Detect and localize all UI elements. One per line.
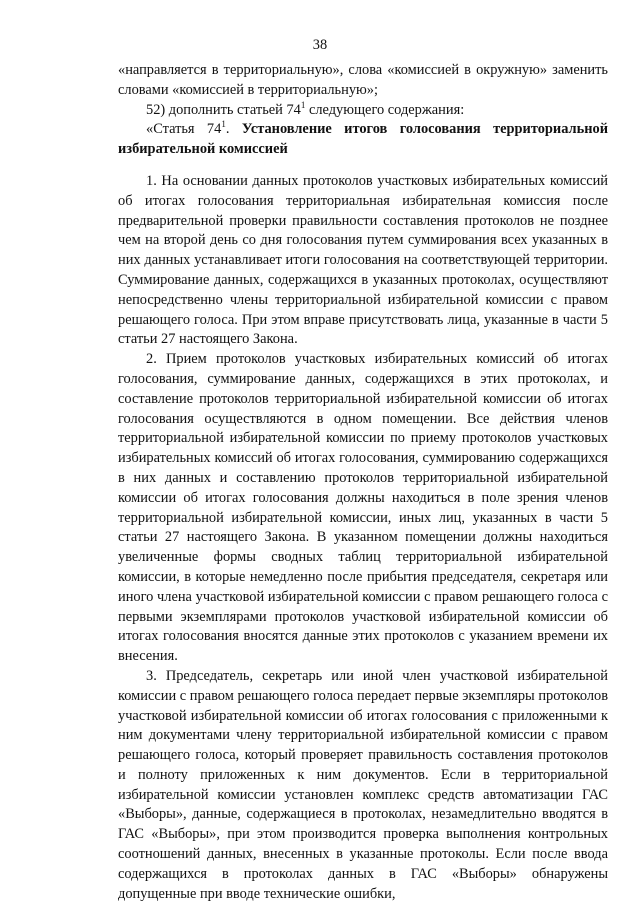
article-heading [118,120,608,160]
paragraph-1: 1. На основании данных протоколов участковых избирательных комиссий об итогах голосования территориальная избирательная комиссия после предварительной проверки правильности составления протоколов не позднее чем на второй день со дня голосования путем суммирования всех указанных в них данных устанавливает итоги голосования на соответствующей территории. Суммирование данных, содержащихся в указанных протоколах, осуществляют непосредственно члены территориальной избирательной комиссии с правом решающего голоса. При этом вправе присутствовать лица, указанные в части 5 статьи 27 настоящего Закона. [118,172,608,348]
article-number: «Статья 74 [146,121,222,138]
paragraph-2: 2. Прием протоколов участковых избирательных комиссий об итогах голосования, суммирование данных, содержащихся в этих протоколах, и составление протоколов территориальной избирательной комиссии об итогах голосования осуществляются в одном помещении. Все действия членов территориальной избирательной комиссии по приему протоколов участковых избирательных комиссий об итогах голосования, суммированию содержащихся в них данных и составлению протоколов территориальной избирательной комиссии об итогах голосования должны находиться в поле зрения членов территориальной избирательной комиссии, иных лиц, указанных в части 5 статьи 27 настоящего Закона. В указанном помещении должны находиться увеличенные формы сводных таблиц территориальной избирательной комиссии, в которые немедленно после прибытия председателя, секретаря или иного члена участковой избирательной комиссии с правом решающего голоса с первыми экземплярами протоколов участковой избирательной комиссии об итогах голосования вносятся данные этих протоколов с указанием времени их внесения. [118,351,608,665]
item-52-suffix: следующего содержания: [305,101,465,118]
item-52-text: 52) дополнить статьей 74 [146,101,301,118]
document-body [118,61,608,904]
intro-paragraph: «направляется в территориальную», слова «комиссией в окружную» заменить словами «комиссией в территориальную»; [118,62,608,98]
article-dot: . [225,121,242,138]
item-52-superscript: 1 [300,99,306,110]
page-number: 38 [312,37,328,53]
article-title: Установление итогов голосования территориальной избирательной комиссией [118,121,608,158]
paragraph-3: 3. Председатель, секретарь или иной член участковой избирательной комиссии с правом решающего голоса передает первые экземпляры протоколов участковой избирательной комиссии об итогах голосования с приложенными к ним документами члену территориальной избирательной комиссии с правом решающего голоса, который проверяет правильность составления протоколов и полноту приложенных к ним документов. Если в территориальной избирательной комиссии установлен комплекс средств автоматизации ГАС «Выборы», данные, содержащиеся в протоколах, незамедлительно вводятся в ГАС «Выборы», при этом производится проверка выполнения контрольных соотношений данных, внесенных в указанные протоколы. Если после ввода содержащихся в протоколах данных в ГАС «Выборы» обнаружены допущенные при вводе технические ошибки, [118,667,608,902]
item-52-paragraph [118,101,608,121]
article-superscript: 1 [221,119,226,130]
